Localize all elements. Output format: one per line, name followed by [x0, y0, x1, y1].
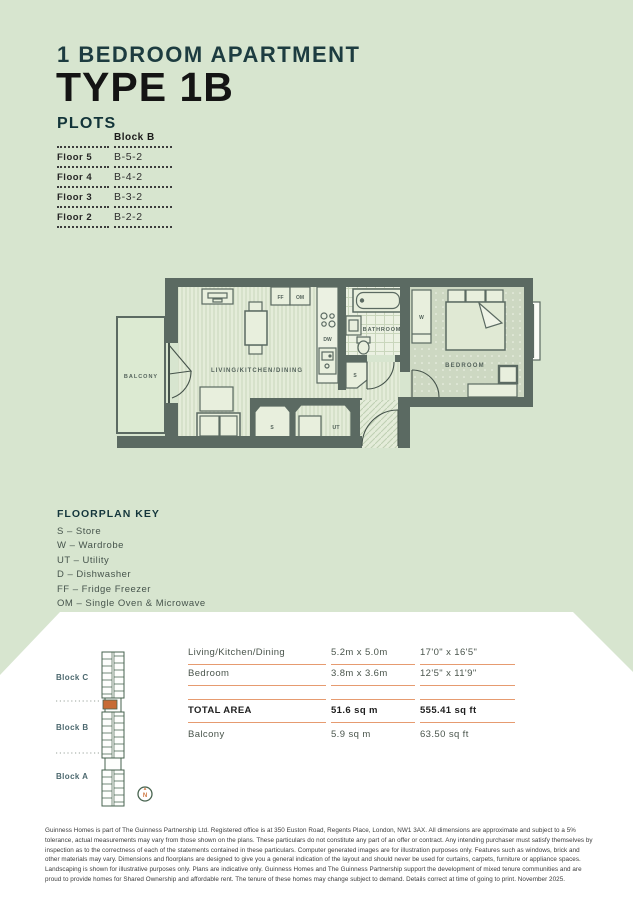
bedroom-bench: [468, 384, 517, 397]
total-area-row: [188, 699, 515, 723]
block-c-label: Block C: [56, 673, 89, 682]
dimensions-table: [188, 644, 515, 746]
balcony-metric: 5.9 sq m: [331, 729, 371, 740]
north-arrow-icon: [144, 787, 147, 789]
plots-column-header: Block B: [114, 132, 172, 148]
bedroom-label: BEDROOM: [445, 363, 485, 369]
entry-floor: [360, 400, 398, 448]
balcony-imperial: 63.50 sq ft: [420, 729, 469, 740]
compass-icon: [138, 787, 152, 801]
floorplan-drawing: [105, 270, 550, 477]
page-title: TYPE 1B: [56, 64, 234, 110]
metric-size: 5.2m x 5.0m: [331, 644, 415, 665]
total-area-label: TOTAL AREA: [188, 699, 326, 723]
table-row: [188, 644, 515, 665]
north-label: N: [142, 793, 148, 799]
bedside-table: [499, 366, 517, 383]
balcony-row: [188, 723, 515, 746]
plots-plot-value: B-2-2: [114, 208, 172, 228]
table-row: [188, 665, 515, 686]
living-label: LIVING/KITCHEN/DINING: [210, 368, 304, 374]
key-item: S – Store: [57, 526, 102, 537]
plots-floor-label: Floor 4: [57, 168, 109, 188]
plots-plot-value: B-5-2: [114, 148, 172, 168]
room-name: Living/Kitchen/Dining: [188, 644, 326, 665]
room-name: Bedroom: [188, 665, 326, 686]
plots-table: [57, 132, 172, 228]
imperial-size: 12'5" x 11'9": [420, 665, 515, 686]
bathroom-label: BATHROOM: [362, 327, 402, 333]
site-plan-diagram: [48, 642, 188, 817]
plots-floor-label: Floor 5: [57, 148, 109, 168]
block-b-label: Block B: [56, 723, 89, 732]
plots-plot-value: B-3-2: [114, 188, 172, 208]
key-item: FF – Fridge Freezer: [57, 583, 151, 595]
total-area-metric: 51.6 sq m: [331, 699, 415, 723]
oven-microwave-label: OM: [295, 295, 305, 301]
plots-floor-label: Floor 2: [57, 208, 109, 228]
total-area-imperial: 555.41 sq ft: [420, 699, 515, 723]
plots-floor-label: Floor 3: [57, 188, 109, 208]
building-outline: [102, 652, 124, 806]
balcony-label: Balcony: [188, 729, 225, 740]
floorplan-key: [57, 508, 206, 611]
wardrobe-label: W: [419, 315, 424, 321]
key-item: OM – Single Oven & Microwave: [57, 598, 206, 610]
table-spacer: [188, 686, 515, 699]
dishwasher-label: DW: [323, 337, 332, 343]
store-label: S: [270, 425, 274, 431]
floorplan-key-heading: FLOORPLAN KEY: [57, 508, 160, 520]
metric-size: 3.8m x 3.6m: [331, 665, 415, 686]
imperial-size: 17'0" x 16'5": [420, 644, 515, 665]
key-item: D – Dishwasher: [57, 569, 132, 581]
legal-disclaimer: Guinness Homes is part of The Guinness Partnership Ltd. Registered office is at 350 Euston Road, Regents Place, London, NW1 3AX. All dimensions are approximate and subject to a 5% tolerance, actual measurements may vary from those shown on the plans. These particulars do not constitute any part of an offer or contract. Any intending purchaser must satisfy themselves by inspection as to the correctness of each of the statements contained in these particulars. Computer generated images are for illustration purposes only. Features such as windows, brick and other materials may vary. Dimensions and floorplans are designed to give you a general indication of the layout and should never be used for curtains, carpets, furniture or appliance spaces. Landscaping is shown for illustrative purposes only. Plans are indicative only. Guinness Homes and The Guinness Partnership support the development of mixed tenure communities and are proud to provide homes for Shared Ownership and affordable rent. The tenure of these homes may change subject to demand. Details correct at time of going to print. November 2025.: [45, 827, 593, 883]
key-item: UT – Utility: [57, 554, 110, 566]
highlighted-unit: [103, 700, 117, 709]
bed: [448, 290, 465, 302]
utility-label: UT: [332, 425, 340, 431]
plots-plot-value: B-4-2: [114, 168, 172, 188]
plots-heading: PLOTS: [57, 115, 117, 132]
plots-header-spacer: [57, 132, 109, 148]
apartment-type-subtitle: 1 BEDROOM APARTMENT: [57, 42, 361, 67]
basin: [346, 316, 361, 335]
block-a-label: Block A: [56, 772, 89, 781]
key-item: W – Wardrobe: [57, 540, 124, 552]
hall-store-label: S: [353, 373, 357, 379]
fridge-freezer-label: FF: [277, 295, 284, 301]
balcony-label: BALCONY: [123, 374, 159, 380]
